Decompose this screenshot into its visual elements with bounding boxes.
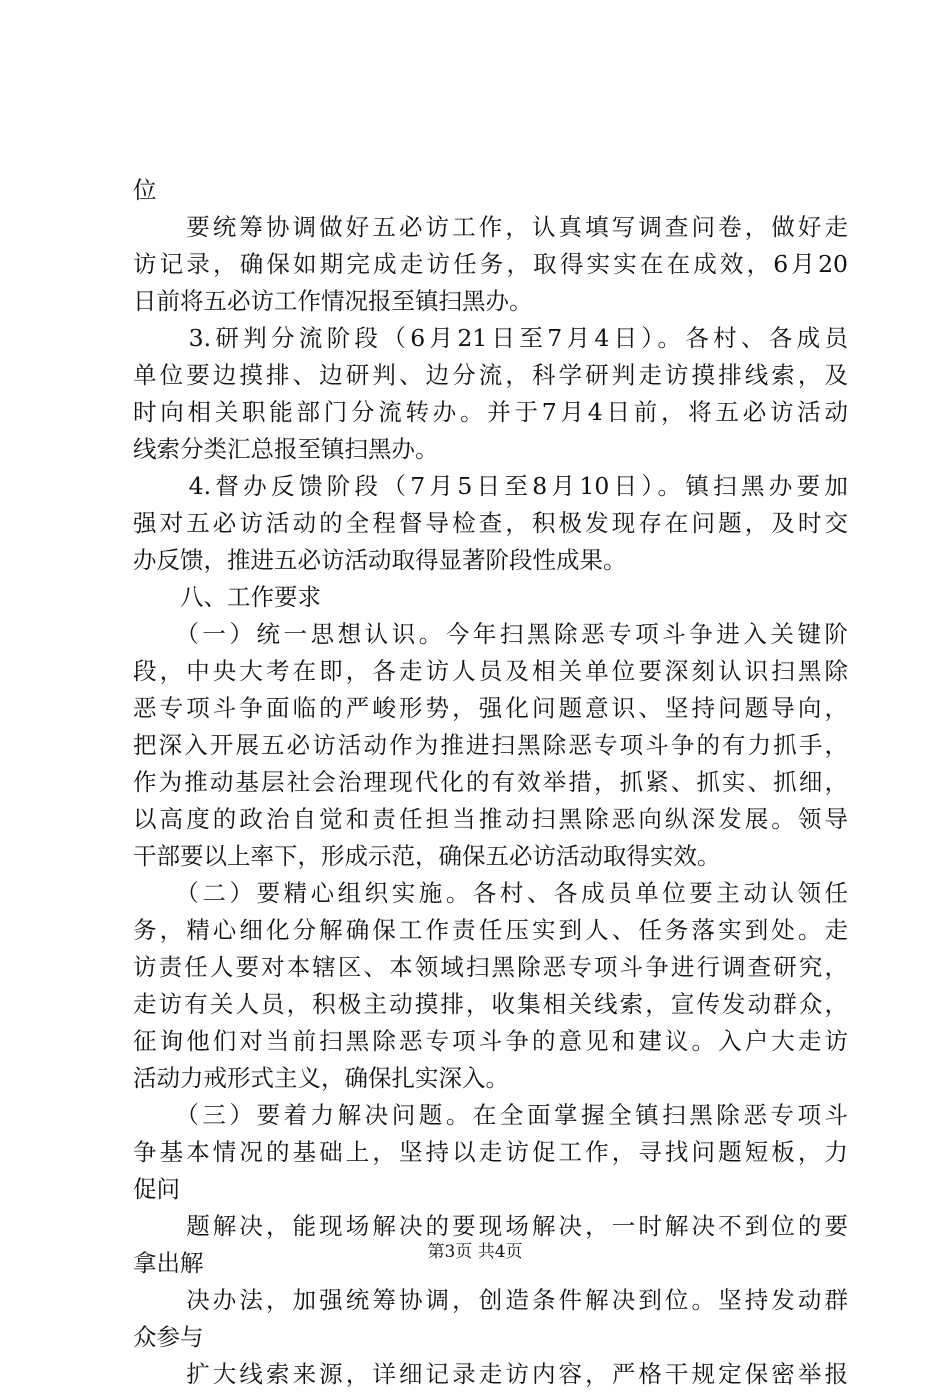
text-line: 争基本情况的基础上，坚持以走访促工作，寻找问题短板，力 — [133, 1138, 848, 1166]
text-line: 恶专项斗争面临的严峻形势，强化问题意识、坚持问题导向， — [133, 694, 848, 722]
text-line: 征询他们对当前扫黑除恶专项斗争的意见和建议。入户大走访 — [133, 1027, 848, 1055]
text-line: 务，精心细化分解确保工作责任压实到人、任务落实到处。走 — [133, 916, 848, 944]
document-body — [133, 172, 848, 1393]
text-line: 作为推动基层社会治理现代化的有效举措，抓紧、抓实、抓细， — [133, 768, 848, 796]
text-line: （二）要精心组织实施。各村、各成员单位要主动认领任 — [133, 879, 848, 907]
text-line: 以高度的政治自觉和责任担当推动扫黑除恶向纵深发展。领导 — [133, 805, 848, 833]
text-line: 4.督办反馈阶段（7月5日至8月10日）。镇扫黑办要加 — [133, 472, 848, 500]
text-line: 活动力戒形式主义，确保扎实深入。 — [133, 1064, 509, 1092]
text-line: 单位要边摸排、边研判、边分流，科学研判走访摸排线索，及 — [133, 361, 848, 389]
text-line: 题解决，能现场解决的要现场解决，一时解决不到位的要 — [133, 1212, 848, 1240]
text-line: 办反馈，推进五必访活动取得显著阶段性成果。 — [133, 546, 627, 574]
text-line: 强对五必访活动的全程督导检查，积极发现存在问题，及时交 — [133, 509, 848, 537]
text-line: （一）统一思想认识。今年扫黑除恶专项斗争进入关键阶 — [133, 620, 848, 648]
text-line: 扩大线索来源，详细记录走访内容，严格干规定保密举报 — [133, 1360, 848, 1388]
text-line: 访责任人要对本辖区、本领域扫黑除恶专项斗争进行调查研究， — [133, 953, 848, 981]
text-line: 走访有关人员，积极主动摸排，收集相关线索，宣传发动群众， — [133, 990, 848, 1018]
text-line: 线索分类汇总报至镇扫黑办。 — [133, 435, 439, 463]
text-line: 把深入开展五必访活动作为推进扫黑除恶专项斗争的有力抓手， — [133, 731, 848, 759]
text-line: 时向相关职能部门分流转办。并于7月4日前，将五必访活动 — [133, 398, 848, 426]
text-line: 位 — [133, 176, 157, 204]
text-line: 众参与 — [133, 1323, 204, 1351]
text-line: 干部要以上率下，形成示范，确保五必访活动取得实效。 — [133, 842, 721, 870]
text-line: 日前将五必访工作情况报至镇扫黑办。 — [133, 287, 533, 315]
section-heading: 八、工作要求 — [133, 583, 321, 611]
text-line: 段，中央大考在即，各走访人员及相关单位要深刻认识扫黑除 — [133, 657, 848, 685]
page-footer: 第3页 共4页 — [427, 1242, 523, 1262]
text-line: 3.研判分流阶段（6月21日至7月4日）。各村、各成员 — [133, 324, 848, 352]
text-line: （三）要着力解决问题。在全面掌握全镇扫黑除恶专项斗 — [133, 1101, 848, 1129]
text-line: 拿出解 — [133, 1249, 204, 1277]
text-line: 促问 — [133, 1175, 180, 1203]
text-line: 访记录，确保如期完成走访任务，取得实实在在成效，6月20 — [133, 250, 848, 278]
text-line: 决办法，加强统筹协调，创造条件解决到位。坚持发动群 — [133, 1286, 848, 1314]
text-line: 要统筹协调做好五必访工作，认真填写调查问卷，做好走 — [133, 213, 848, 241]
